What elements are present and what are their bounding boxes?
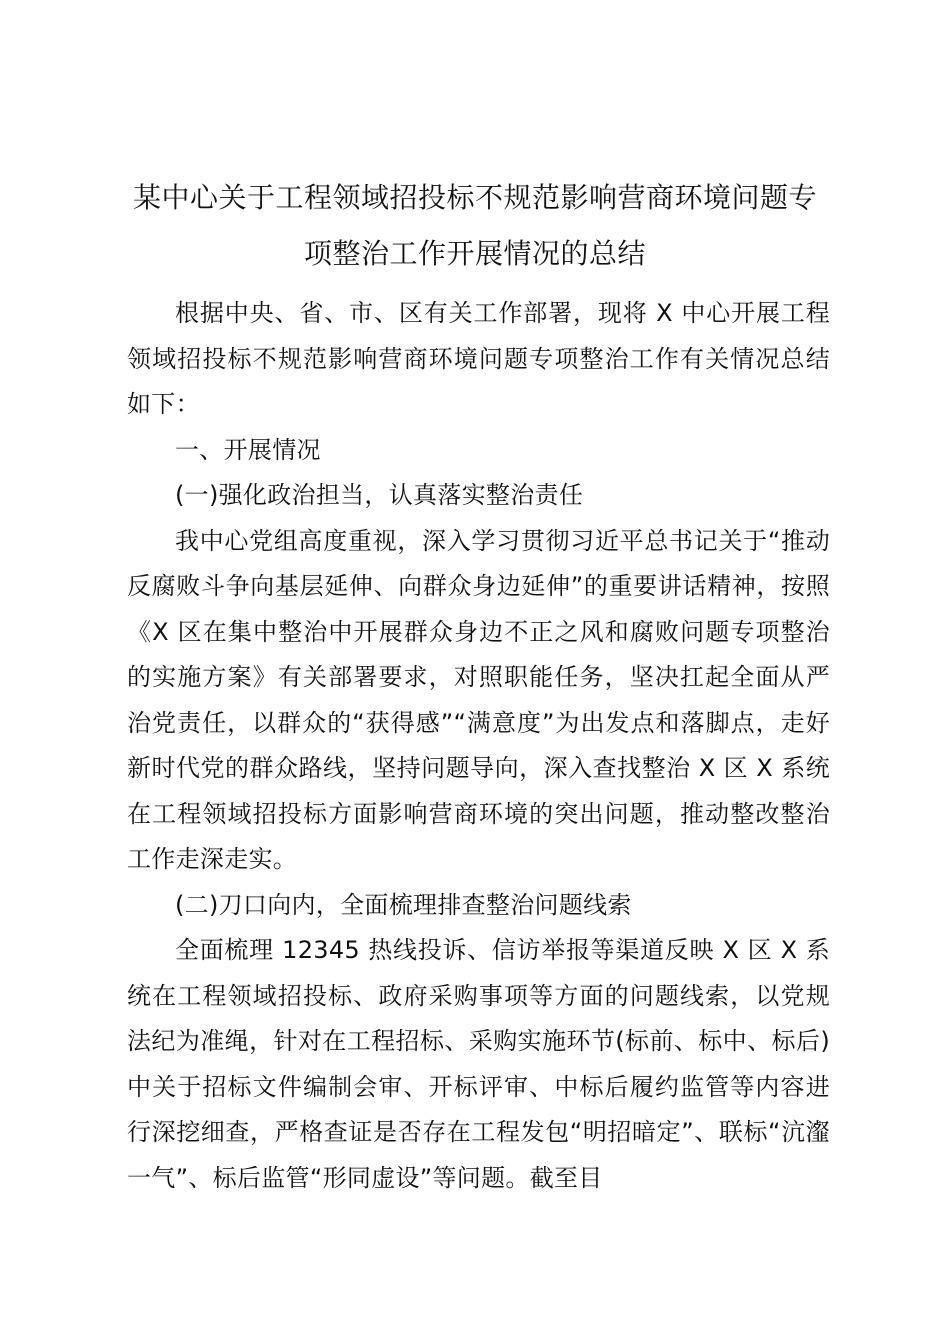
document-title: 某中心关于工程领域招投标不规范影响营商环境问题专项整治工作开展情况的总结: [132, 181, 817, 270]
intro-paragraph: 根据中央、省、市、区有关工作部署，现将 X 中心开展工程领域招投标不规范影响营商环境问题专项整治工作有关情况总结如下：: [127, 299, 830, 418]
subsection-heading: (一)强化政治担当，认真落实整治责任: [175, 481, 584, 509]
subsection-heading: (二)刀口向内，全面梳理排查整治问题线索: [175, 890, 632, 919]
body-paragraph: 我中心党组高度重视，深入学习贯彻习近平总书记关于“推动反腐败斗争向基层延伸、向群众身边延伸”的重要讲话精神，按照《X 区在集中整治中开展群众身边不正之风和腐败问题专项整治的实施方案》有关部署要求，对照职能任务，坚决扛起全面从严治党责任，以群众的“获得感”“满意度”为出发点和落脚点，走好新时代党的群众路线，坚持问题导向，深入查找整治 X 区 X 系统在工程领域招投标方面影响营商环境的突出问题，推动整改整治工作走深走实。: [127, 526, 830, 873]
document-body: [127, 291, 830, 1201]
section-heading: 一、开展情况: [175, 435, 321, 464]
body-paragraph: 全面梳理 12345 热线投诉、信访举报等渠道反映 X 区 X 系统在工程领域招投标、政府采购事项等方面的问题线索，以党规法纪为准绳，针对在工程招标、采购实施环节(标前、标中、标后)中关于招标文件编制会审、开标评审、中标后履约监管等内容进行深挖细查，严格查证是否存在工程发包“明招暗定”、联标“沆瀣一气”、标后监管“形同虚设”等问题。截至目: [127, 936, 830, 1192]
